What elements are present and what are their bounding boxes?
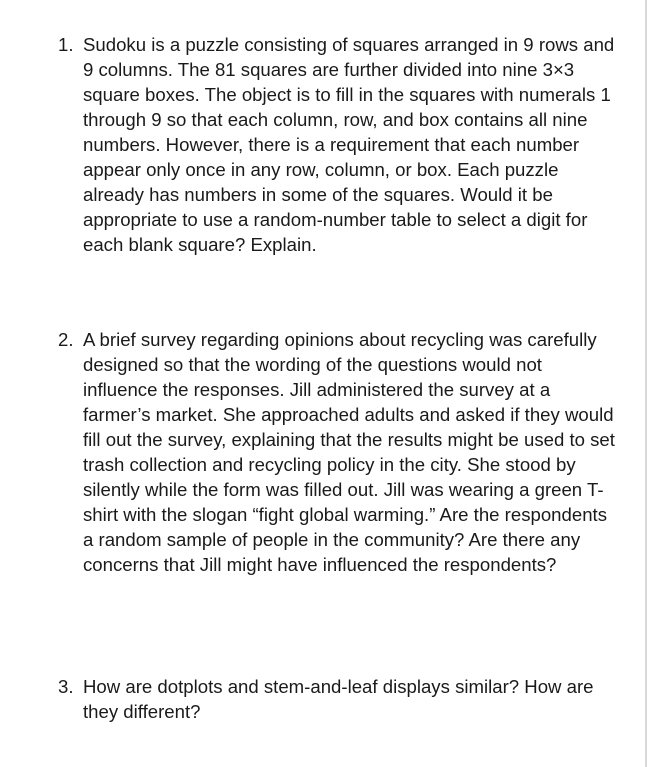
question-number: 2. <box>58 329 74 350</box>
question-1 <box>58 32 618 257</box>
question-2 <box>58 327 618 577</box>
question-number: 1. <box>58 34 74 55</box>
question-text: Sudoku is a puzzle consisting of squares arranged in 9 rows and 9 columns. The 81 squares are further divided into nine 3×3 square boxes. The object is to fill in the squares with numerals 1 through 9 so that each column, row, and box contains all nine numbers. However, there is a requirement that each number appear only once in any row, column, or box. Each puzzle already has numbers in some of the squares. Would it be appropriate to use a random-number table to select a digit for each blank square? Explain. <box>83 34 615 255</box>
question-text: A brief survey regarding opinions about recycling was carefully designed so that the wording of the questions would not influence the responses. Jill administered the survey at a farmer’s market. She approached adults and asked if they would fill out the survey, explaining that the results might be used to set trash collection and recycling policy in the city. She stood by silently while the form was filled out. Jill was wearing a green T-shirt with the slogan “fight global warming.” Are the respondents a random sample of people in the community? Are there any concerns that Jill might have influenced the respondents? <box>83 329 615 575</box>
question-number: 3. <box>58 676 74 697</box>
question-text: How are dotplots and stem-and-leaf displays similar? How are they different? <box>83 676 594 722</box>
cropped-top-line <box>0 0 647 6</box>
question-3 <box>58 674 618 724</box>
